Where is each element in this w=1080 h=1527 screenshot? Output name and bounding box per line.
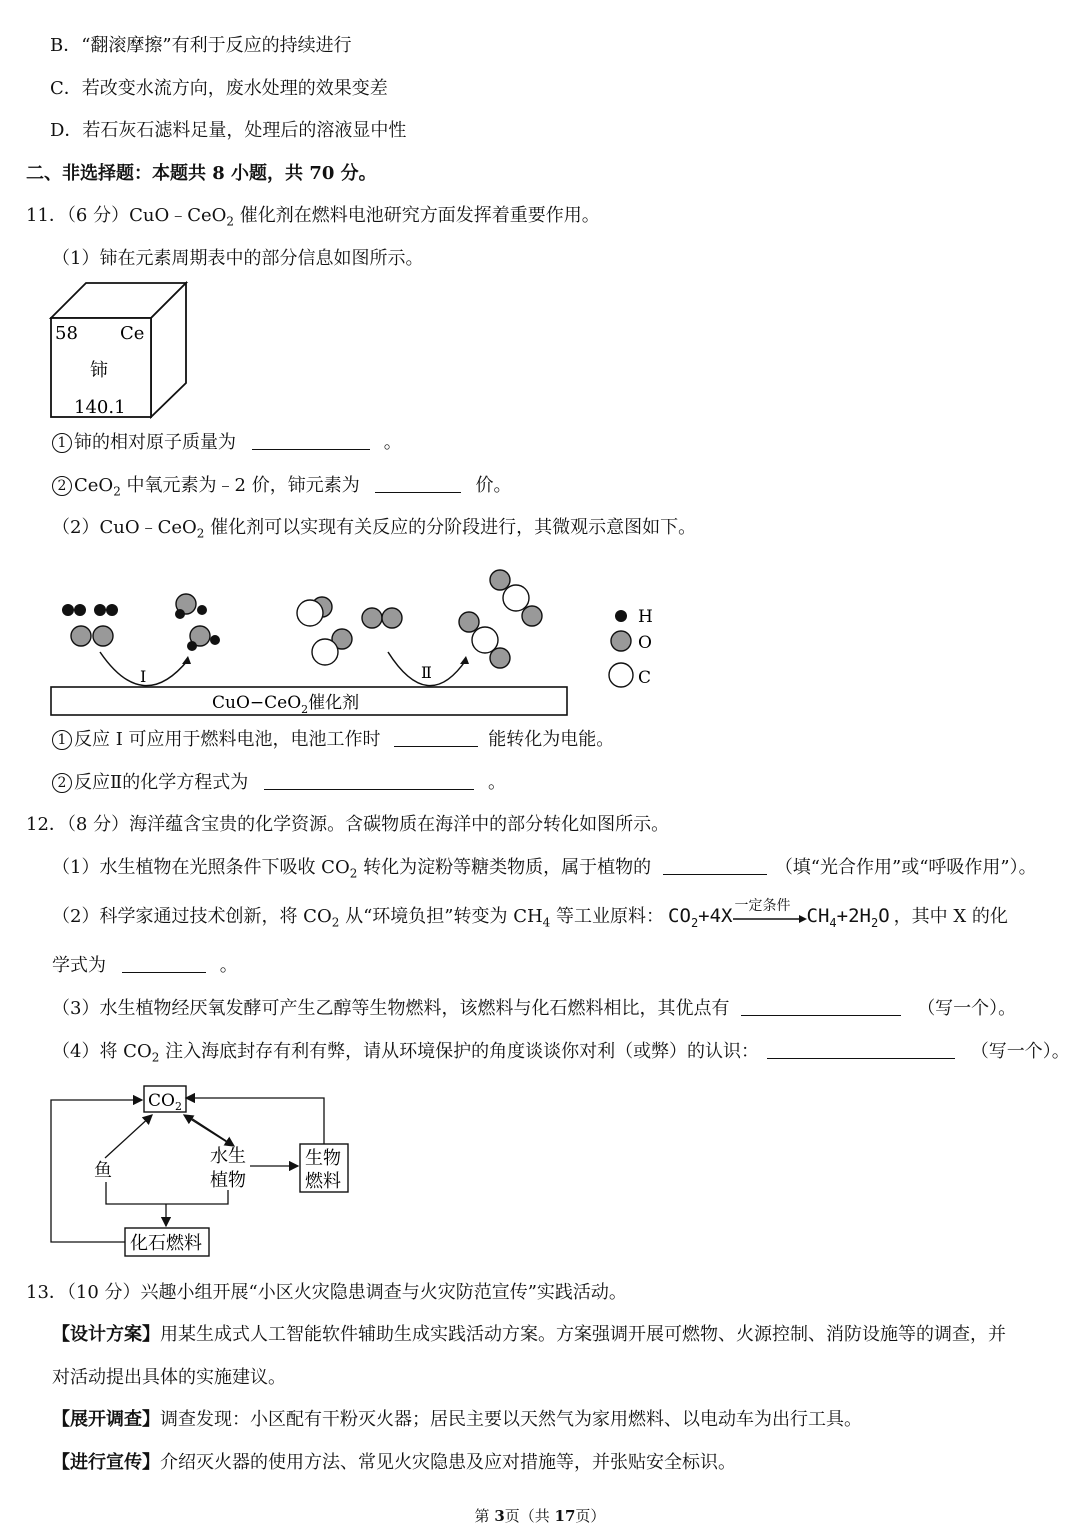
svg-text:生物: 生物 (305, 1148, 341, 1169)
q11-sub3: 1 反应 I 可应用于燃料电池，电池工作时 能转化为电能。 (52, 728, 614, 752)
h-atom (74, 604, 86, 616)
q13-survey: 【展开调查】调查发现：小区配有干粉灭火器；居民主要以天然气为家用燃料、以电动车为出行工具。 (52, 1409, 862, 1430)
c-atom (297, 600, 323, 626)
page-footer: 第 3页（共 17页） (474, 1507, 606, 1525)
o-atom (459, 612, 479, 632)
c-atom (503, 585, 529, 611)
answer-blank[interactable] (741, 997, 901, 1016)
q12-part2-cont: 学式为 。 (52, 955, 238, 976)
q12-part2: （2）科学家通过技术创新，将 $CO_2$ 从“环境负担”转变为 $CH_4$ 等工业原料： $CO_2+4X$ 一定条件 $CH_4+2H_2O$ ，其中 X 的化 (52, 896, 1008, 930)
option-b: B．“翻滚摩擦”有利于反应的持续进行 (50, 35, 352, 56)
answer-blank[interactable] (375, 474, 461, 493)
micro-diagram (48, 560, 668, 720)
o-atom (522, 606, 542, 626)
legend-c-label: C (638, 668, 652, 688)
h-atom (187, 641, 197, 651)
q11-sub2: 2 CeO$_2$ 中氧元素为﹣2 价，铈元素为 价。 (52, 474, 511, 498)
answer-blank[interactable] (767, 1040, 955, 1059)
q12-part4: （4）将 $CO_2$ 注入海底封存有利有弊，请从环境保护的角度谈谈你对利（或弊）的认识： （写一个）。 (52, 1041, 1070, 1065)
q13-promotion: 【进行宣传】介绍灭火器的使用方法、常见火灾隐患及应对措施等，并张贴安全标识。 (52, 1452, 736, 1473)
step-1-label: I (140, 667, 147, 686)
q12-part1: （1）水生植物在光照条件下吸收 $CO_2$ 转化为淀粉等糖类物质，属于植物的 （填“光合作用”或“呼吸作用”）。 (52, 857, 1037, 881)
atomic-number: 58 (55, 323, 78, 344)
element-cell (48, 280, 190, 422)
o-atom (490, 648, 510, 668)
option-c: C．若改变水流方向，废水处理的效果变差 (50, 78, 388, 99)
q12-stem: 12．（8 分）海洋蕴含宝贵的化学资源。含碳物质在海洋中的部分转化如图所示。 (26, 814, 670, 835)
carbon-flow-diagram (48, 1082, 358, 1262)
h-atom (210, 635, 220, 645)
h-atom (106, 604, 118, 616)
o-atom (382, 608, 402, 628)
atomic-mass: 140.1 (74, 397, 126, 418)
legend-h-label: H (638, 607, 653, 627)
svg-text:燃料: 燃料 (305, 1171, 341, 1192)
answer-blank[interactable] (252, 431, 370, 450)
answer-blank[interactable] (394, 728, 478, 747)
q13-design-cont: 对活动提出具体的实施建议。 (52, 1367, 286, 1388)
o-atom (93, 626, 113, 646)
q11-sub1: 1 铈的相对原子质量为 。 (52, 431, 402, 455)
arrowhead (460, 656, 469, 664)
answer-blank[interactable] (264, 771, 474, 790)
element-symbol: Ce (120, 323, 145, 344)
o-atom (362, 608, 382, 628)
arrowhead (182, 656, 191, 664)
section-heading: 二、非选择题：本题共 8 小题，共 70 分。 (26, 163, 377, 184)
q11-stem: 11．（6 分）CuO﹣CeO$_2$ 催化剂在燃料电池研究方面发挥着重要作用。 (26, 205, 600, 229)
legend-o-label: O (638, 633, 652, 653)
o-atom (490, 570, 510, 590)
answer-blank[interactable] (663, 856, 767, 875)
q11-sub4: 2 反应Ⅱ的化学方程式为 。 (52, 771, 506, 795)
svg-text:化石燃料: 化石燃料 (130, 1233, 202, 1254)
h-atom (197, 605, 207, 615)
step-2-label: Ⅱ (421, 663, 432, 682)
q11-part2: （2）CuO﹣CeO$_2$ 催化剂可以实现有关反应的分阶段进行，其微观示意图如下。 (52, 517, 697, 541)
plant-label-2: 植物 (210, 1170, 246, 1191)
legend-c-symbol (609, 663, 633, 687)
q13-design: 【设计方案】用某生成式人工智能软件辅助生成实践活动方案。方案强调开展可燃物、火源控制、消防设施等的调查，并 (52, 1324, 1006, 1345)
legend-o-symbol (611, 631, 631, 651)
element-name: 铈 (90, 360, 108, 381)
h-atom (175, 609, 185, 619)
q12-part3: （3）水生植物经厌氧发酵可产生乙醇等生物燃料，该燃料与化石燃料相比，其优点有 （写一个）。 (52, 998, 1017, 1019)
q11-part1: （1）铈在元素周期表中的部分信息如图所示。 (52, 248, 424, 269)
fish-label: 鱼 (94, 1160, 112, 1181)
svg-text:CO2: $CO_2$ (148, 1091, 182, 1113)
q13-stem: 13．（10 分）兴趣小组开展“小区火灾隐患调查与火灾防范宣传”实践活动。 (26, 1282, 627, 1303)
o-atom (71, 626, 91, 646)
answer-blank[interactable] (122, 954, 206, 973)
option-d: D．若石灰石滤料足量，处理后的溶液显中性 (50, 120, 407, 141)
c-atom (312, 639, 338, 665)
h-atom (62, 604, 74, 616)
h-atom (94, 604, 106, 616)
plant-label-1: 水生 (210, 1146, 246, 1167)
catalyst-label: CuO−CeO$_2$催化剂 (212, 693, 360, 716)
chemical-equation: $CO_2+4X$ 一定条件 $CH_4+2H_2O$ (668, 896, 890, 930)
legend-h-symbol (615, 610, 627, 622)
